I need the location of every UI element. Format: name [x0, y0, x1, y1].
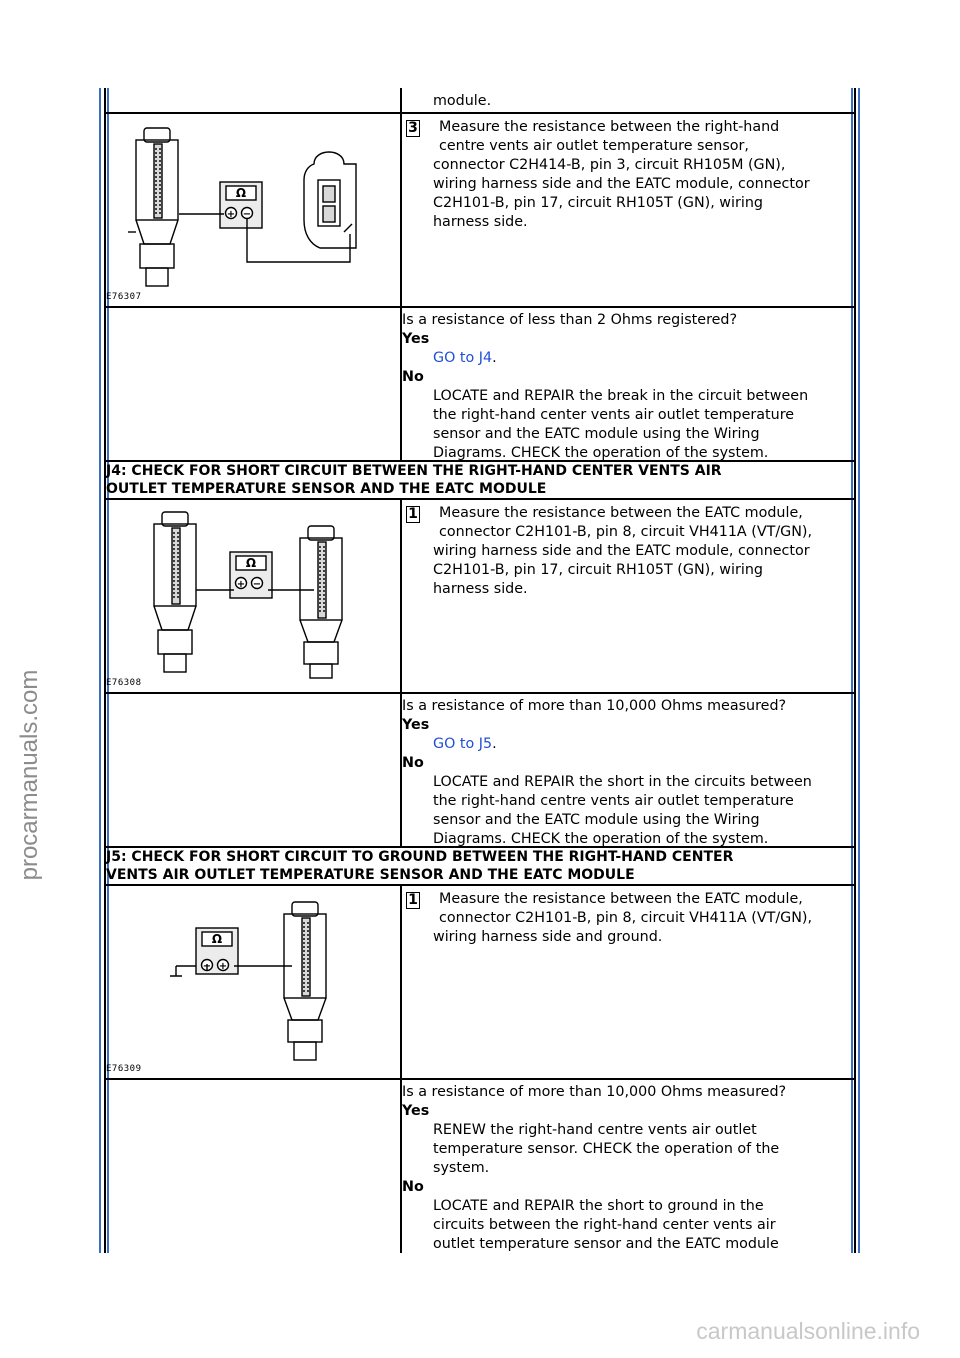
step3-diagram: [104, 124, 400, 300]
yes-label: Yes: [402, 331, 430, 347]
step3-line-4: wiring harness side and the EATC module, connector: [433, 176, 810, 192]
question-text: Is a resistance of more than 10,000 Ohms measured?: [402, 698, 787, 714]
meter-minus: −: [202, 961, 212, 972]
yes-label: Yes: [402, 717, 430, 733]
j4-line-3: wiring harness side and the EATC module, connector: [433, 543, 810, 559]
no-line-4: Diagrams. CHECK the operation of the system.: [433, 445, 769, 461]
j4-heading-line-2: OUTLET TEMPERATURE SENSOR AND THE EATC MODULE: [106, 481, 547, 497]
no-line-3: sensor and the EATC module using the Wiring: [433, 426, 760, 442]
step-number: 1: [406, 506, 420, 523]
ohm-symbol: Ω: [235, 186, 247, 200]
no-label: No: [402, 369, 424, 385]
step3-line-6: harness side.: [433, 214, 528, 230]
j5-heading-line-2: VENTS AIR OUTLET TEMPERATURE SENSOR AND THE EATC MODULE: [106, 867, 635, 883]
j5-diagram: [104, 894, 400, 1070]
j5-heading-line-1: J5: CHECK FOR SHORT CIRCUIT TO GROUND BETWEEN THE RIGHT-HAND CENTER: [106, 849, 734, 865]
figure-id-e76309: E76309: [106, 1064, 142, 1074]
step3-line-1: Measure the resistance between the right-hand: [439, 119, 780, 135]
no-line-1: LOCATE and REPAIR the short to ground in the: [433, 1198, 764, 1214]
yes-action: GO to J5.: [433, 736, 497, 752]
step3-line-3: connector C2H414-B, pin 3, circuit RH105M (GN),: [433, 157, 786, 173]
step3-line-2: centre vents air outlet temperature sensor,: [439, 138, 749, 154]
step-number: 3: [406, 120, 420, 137]
j5-line-3: wiring harness side and ground.: [433, 929, 663, 945]
j4-line-5: harness side.: [433, 581, 528, 597]
procedure-table: [104, 88, 856, 1253]
meter-minus: −: [242, 209, 252, 220]
no-line-3: outlet temperature sensor and the EATC module: [433, 1236, 779, 1252]
yes-line-3: system.: [433, 1160, 490, 1176]
j4-line-4: C2H101-B, pin 17, circuit RH105T (GN), wiring: [433, 562, 763, 578]
no-line-3: sensor and the EATC module using the Wiring: [433, 812, 760, 828]
question-text: Is a resistance of less than 2 Ohms registered?: [402, 312, 738, 328]
no-line-1: LOCATE and REPAIR the break in the circuit between: [433, 388, 809, 404]
side-watermark: procarmanuals.com: [16, 669, 43, 881]
figure-id-e76308: E76308: [106, 678, 142, 688]
yes-line-2: temperature sensor. CHECK the operation of the: [433, 1141, 780, 1157]
no-label: No: [402, 755, 424, 771]
no-line-2: circuits between the right-hand center vents air: [433, 1217, 776, 1233]
j4-line-2: connector C2H101-B, pin 8, circuit VH411A (VT/GN),: [439, 524, 813, 540]
go-to-j4-link[interactable]: GO to J4: [433, 350, 493, 366]
j5-line-2: connector C2H101-B, pin 8, circuit VH411A (VT/GN),: [439, 910, 813, 926]
no-line-1: LOCATE and REPAIR the short in the circuits between: [433, 774, 812, 790]
meter-minus: −: [252, 579, 262, 590]
meter-plus: +: [218, 961, 228, 972]
bottom-watermark: carmanualsonline.info: [696, 1318, 920, 1344]
j5-line-1: Measure the resistance between the EATC module,: [439, 891, 803, 907]
yes-action: GO to J4.: [433, 350, 497, 366]
yes-label: Yes: [402, 1103, 430, 1119]
go-to-j5-link[interactable]: GO to J5: [433, 736, 493, 752]
left-margin-bar: [99, 88, 101, 1253]
meter-plus: +: [226, 209, 236, 220]
continued-text: module.: [433, 93, 492, 109]
j4-diagram: [104, 508, 400, 684]
meter-plus: +: [236, 579, 246, 590]
ohm-symbol: Ω: [211, 932, 223, 946]
no-line-2: the right-hand centre vents air outlet temperature: [433, 793, 794, 809]
question-text: Is a resistance of more than 10,000 Ohms measured?: [402, 1084, 787, 1100]
figure-id-e76307: E76307: [106, 292, 142, 302]
step3-line-5: C2H101-B, pin 17, circuit RH105T (GN), wiring: [433, 195, 763, 211]
ohm-symbol: Ω: [245, 556, 257, 570]
right-margin-bar-outer: [858, 88, 860, 1253]
j4-heading-line-1: J4: CHECK FOR SHORT CIRCUIT BETWEEN THE RIGHT-HAND CENTER VENTS AIR: [106, 463, 722, 479]
j4-line-1: Measure the resistance between the EATC module,: [439, 505, 803, 521]
no-label: No: [402, 1179, 424, 1195]
yes-line-1: RENEW the right-hand centre vents air outlet: [433, 1122, 757, 1138]
step-number: 1: [406, 892, 420, 909]
no-line-2: the right-hand center vents air outlet temperature: [433, 407, 795, 423]
no-line-4: Diagrams. CHECK the operation of the system.: [433, 831, 769, 847]
